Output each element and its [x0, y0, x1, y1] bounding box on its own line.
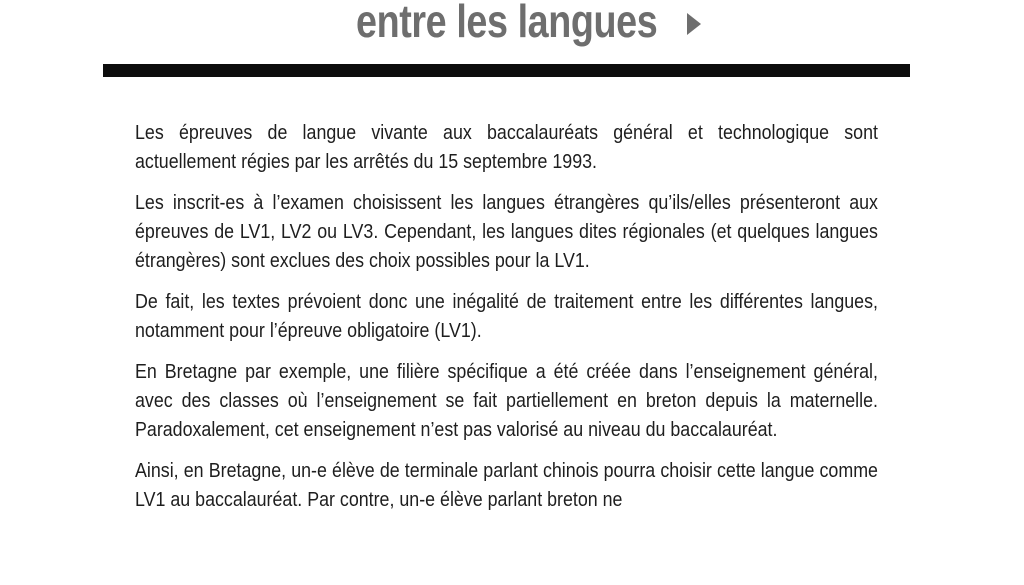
paragraph-chinese-vs-breton: Ainsi, en Bretagne, un-e élève de terminale parlant chinois pourra choisir cette langue comme LV1 au baccalauréat. Par contre, un-e élève parlant breton ne — [135, 459, 878, 511]
paragraph-baccalaureat-rules: Les épreuves de langue vivante aux baccalauréats général et technologique sont actuellement régies par les arrêtés du 15 septembre 1993. — [135, 121, 878, 173]
paragraph-bretagne-example: En Bretagne par exemple, une filière spécifique a été créée dans l’enseignement général, avec des classes où l’enseignement se fait partiellement en breton depuis la maternelle. Paradoxalement, cet enseignement n’est pas valorisé au niveau du baccalauréat. — [135, 360, 878, 441]
paragraph-inequality: De fait, les textes prévoient donc une inégalité de traitement entre les différentes langues, notamment pour l’épreuve obligatoire (LV1). — [135, 290, 878, 342]
triangle-right-icon — [687, 13, 701, 35]
heading-rule — [103, 64, 910, 77]
article-body — [135, 118, 878, 526]
paragraph-language-choices: Les inscrit-es à l’examen choisissent les langues étrangères qu’ils/elles présenteront aux épreuves de LV1, LV2 ou LV3. Cependant, les langues dites régionales (et quelques langues étrangères) sont exclues des choix possibles pour la LV1. — [135, 191, 878, 272]
section-heading — [0, 0, 1024, 56]
section-title: entre les langues — [356, 0, 658, 47]
